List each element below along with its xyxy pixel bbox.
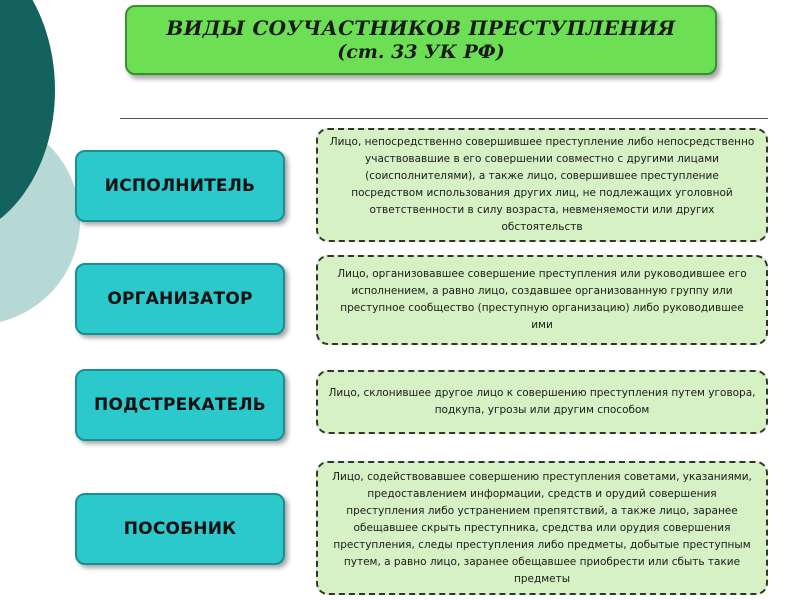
title-box xyxy=(125,5,717,75)
role-accomplice-description xyxy=(316,461,768,595)
divider-line xyxy=(120,118,768,119)
role-accomplice: ПОСОБНИК xyxy=(75,493,285,565)
description-text: Лицо, непосредственно совершившее преступление либо непосредственно участвовавшие в его совершении совместно с другими лицами (соисполнителями), а также лицо, совершившее преступление посредством использования других лиц, не подлежащих уголовной ответственности в силу возраста, невменяемости или других обстоятельств xyxy=(329,136,755,233)
title-main: ВИДЫ СОУЧАСТНИКОВ ПРЕСТУПЛЕНИЯ xyxy=(166,15,676,40)
role-instigator-description xyxy=(316,370,768,434)
role-instigator: ПОДСТРЕКАТЕЛЬ xyxy=(75,369,285,441)
description-text: Лицо, содействовавшее совершению преступления советами, указаниями, предоставлением информации, средств и орудий совершения преступления либо устранением препятствий, а также лицо, заранее обещавшее скрыть преступника, средства или орудия совершения преступления, следы преступления либо предметы, добытые преступным путем, а равно лицо, заранее обещавшее приобрести или сбыть такие предметы xyxy=(332,470,752,585)
role-executor: ИСПОЛНИТЕЛЬ xyxy=(75,150,285,222)
description-text: Лицо, склонившее другое лицо к совершению преступления путем уговора, подкупа, угрозы или другим способом xyxy=(328,387,756,416)
role-organizer: ОРГАНИЗАТОР xyxy=(75,263,285,335)
description-text: Лицо, организовавшее совершение преступления или руководившее его исполнением, а равно лицо, создавшее организованную группу или преступное сообщество (преступную организацию) либо руководившее ими xyxy=(337,268,747,331)
title-subtitle: (ст. 33 УК РФ) xyxy=(337,40,505,63)
role-executor-description xyxy=(316,128,768,242)
role-organizer-description xyxy=(316,255,768,345)
